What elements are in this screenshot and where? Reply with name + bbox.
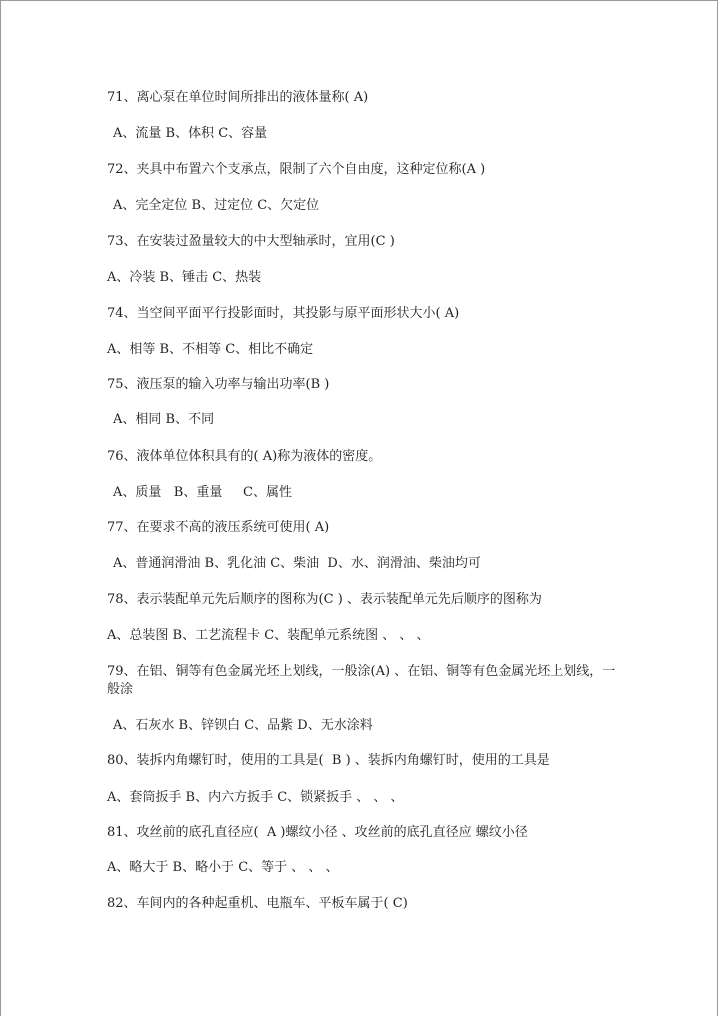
options-72: A、完全定位 B、过定位 C、欠定位 [113,198,320,213]
options-74: A、相等 B、不相等 C、相比不确定 [107,342,314,357]
options-73: A、冷装 B、锤击 C、热装 [107,270,262,285]
options-77: A、普通润滑油 B、乳化油 C、柴油 D、水、润滑油、柴油均可 [113,556,481,571]
question-81: 81、攻丝前的底孔直径应( A )螺纹小径 、攻丝前的底孔直径应 螺纹小径 [107,825,528,840]
question-73: 73、在安装过盈量较大的中大型轴承时，宜用(C ) [107,234,395,249]
options-78: A、总装图 B、工艺流程卡 C、装配单元系统图 、 、 、 [107,628,430,643]
question-74: 74、当空间平面平行投影面时，其投影与原平面形状大小( A) [107,306,460,321]
options-75: A、相同 B、不同 [113,412,215,427]
options-81: A、略大于 B、略小于 C、等于 、 、 、 [107,860,339,875]
question-76: 76、液体单位体积具有的( A)称为液体的密度。 [107,449,382,464]
options-71: A、流量 B、体积 C、容量 [113,126,268,141]
question-82: 82、车间内的各种起重机、电瓶车、平板车属于( C) [107,896,408,911]
options-76: A、质量 B、重量 C、属性 [113,485,292,500]
options-80: A、套筒扳手 B、内六方扳手 C、锁紧扳手 、 、 、 [107,790,404,805]
question-79: 79、在铝、铜等有色金属光坯上划线，一般涂(A) 、在铝、铜等有色金属光坯上划线，一般涂 [107,664,616,697]
question-71: 71、离心泵在单位时间所排出的液体量称( A) [107,90,369,105]
question-77: 77、在要求不高的液压系统可使用( A) [107,520,330,535]
question-72: 72、夹具中布置六个支承点，限制了六个自由度，这种定位称(A ) [107,162,486,177]
options-79: A、石灰水 B、锌钡白 C、品紫 D、无水涂料 [113,718,373,733]
question-78: 78、表示装配单元先后顺序的图称为(C ) 、表示装配单元先后顺序的图称为 [107,592,542,607]
question-80: 80、装拆内角螺钉时，使用的工具是( B ) 、装拆内角螺钉时，使用的工具是 [107,753,550,768]
question-75: 75、液压泵的输入功率与输出功率(B ) [107,377,330,392]
